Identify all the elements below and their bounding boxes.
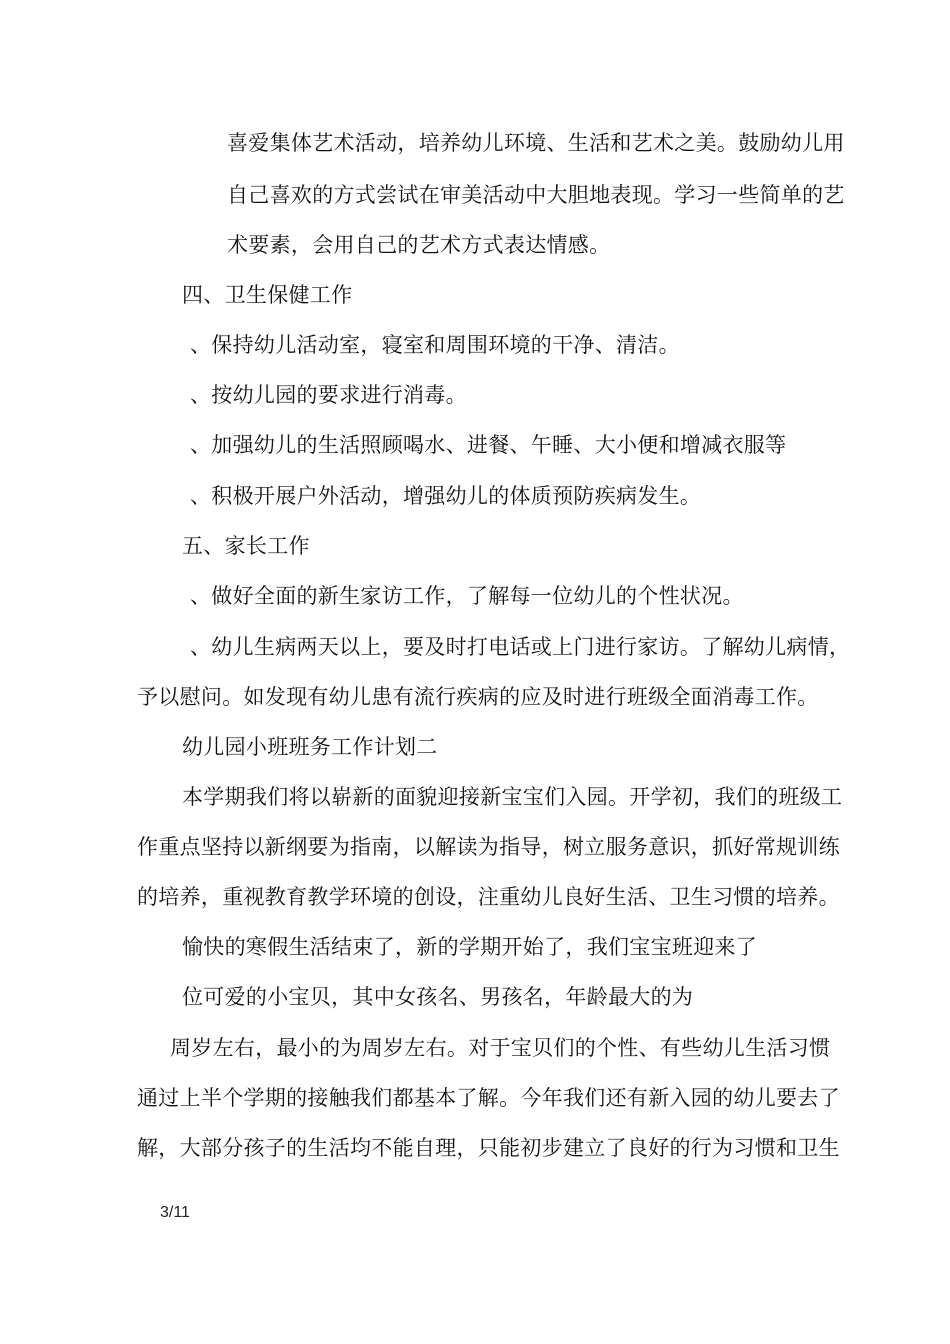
text-line-10: 、做好全面的新生家访工作，了解每一位幼儿的个性状况。 <box>190 584 744 608</box>
text-line-1: 喜爱集体艺术活动，培养幼儿环境、生活和艺术之美。鼓励幼儿用 <box>227 131 845 155</box>
page-number: 3/11 <box>160 1204 190 1221</box>
text-line-7: 、加强幼儿的生活照顾喝水、进餐、午睡、大小便和增减衣服等 <box>190 433 787 457</box>
plan-title: 幼儿园小班班务工作计划二 <box>182 735 438 759</box>
text-line-14: 本学期我们将以崭新的面貌迎接新宝宝们入园。开学初，我们的班级工 <box>182 785 843 809</box>
text-line-17: 愉快的寒假生活结束了，新的学期开始了，我们宝宝班迎来了 <box>182 935 758 959</box>
text-line-18: 位可爱的小宝贝，其中女孩名、男孩名，年龄最大的为 <box>182 985 694 1009</box>
text-line-8: 、积极开展户外活动，增强幼儿的体质预防疾病发生。 <box>190 484 702 508</box>
section-heading-parents: 五、家长工作 <box>182 534 310 558</box>
text-line-15: 作重点坚持以新纲要为指南，以解读为指导，树立服务意识，抓好常规训练 <box>137 835 840 859</box>
text-line-2: 自己喜欢的方式尝试在审美活动中大胆地表现。学习一些简单的艺 <box>227 183 845 207</box>
text-line-19: 周岁左右，最小的为周岁左右。对于宝贝们的个性、有些幼儿生活习惯 <box>170 1036 831 1060</box>
section-heading-hygiene: 四、卫生保健工作 <box>182 283 353 307</box>
text-line-16: 的培养，重视教育教学环境的创设，注重幼儿良好生活、卫生习惯的培养。 <box>137 885 840 909</box>
text-line-20: 通过上半个学期的接触我们都基本了解。今年我们还有新入园的幼儿要去了 <box>137 1086 840 1110</box>
text-line-5: 、保持幼儿活动室，寝室和周围环境的干净、清洁。 <box>190 333 680 357</box>
text-line-3: 术要素，会用自己的艺术方式表达情感。 <box>227 233 611 257</box>
text-line-11: 、幼儿生病两天以上，要及时打电话或上门进行家访。了解幼儿病情， <box>190 635 851 659</box>
text-line-21: 解，大部分孩子的生活均不能自理，只能初步建立了良好的行为习惯和卫生 <box>137 1136 840 1160</box>
text-line-6: 、按幼儿园的要求进行消毒。 <box>190 383 467 407</box>
text-line-12: 予以慰问。如发现有幼儿患有流行疾病的应及时进行班级全面消毒工作。 <box>137 685 819 709</box>
